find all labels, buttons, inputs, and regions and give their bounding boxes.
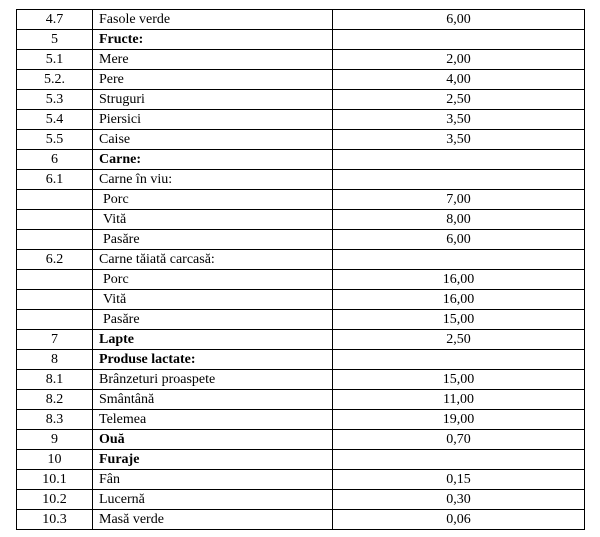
product-name-cell: Smântână: [93, 390, 333, 410]
table-row: [17, 410, 585, 430]
product-name-cell: Pasăre: [93, 310, 333, 330]
product-name-cell: Carne în viu:: [93, 170, 333, 190]
price-value-cell: [333, 250, 585, 270]
table-row: [17, 450, 585, 470]
table-row: [17, 130, 585, 150]
product-name-cell: Porc: [93, 270, 333, 290]
price-value-cell: 6,00: [333, 230, 585, 250]
table-row: [17, 70, 585, 90]
product-name-cell: Vită: [93, 210, 333, 230]
row-number-cell: 5: [17, 30, 93, 50]
table-body: [17, 10, 585, 530]
price-value-cell: 19,00: [333, 410, 585, 430]
product-name-cell: Produse lactate:: [93, 350, 333, 370]
product-name-cell: Porc: [93, 190, 333, 210]
row-number-cell: 4.7: [17, 10, 93, 30]
product-name-cell: Struguri: [93, 90, 333, 110]
table-row: [17, 350, 585, 370]
price-value-cell: 11,00: [333, 390, 585, 410]
price-value-cell: 2,50: [333, 90, 585, 110]
row-number-cell: 10: [17, 450, 93, 470]
row-number-cell: 6.1: [17, 170, 93, 190]
table-row: [17, 190, 585, 210]
price-value-cell: 3,50: [333, 130, 585, 150]
price-value-cell: 6,00: [333, 10, 585, 30]
table-row: [17, 330, 585, 350]
table-row: [17, 490, 585, 510]
row-number-cell: 6.2: [17, 250, 93, 270]
price-value-cell: [333, 350, 585, 370]
table-row: [17, 370, 585, 390]
price-value-cell: 8,00: [333, 210, 585, 230]
price-value-cell: [333, 150, 585, 170]
table-row: [17, 110, 585, 130]
product-name-cell: Fasole verde: [93, 10, 333, 30]
row-number-cell: [17, 230, 93, 250]
table-row: [17, 230, 585, 250]
row-number-cell: 5.5: [17, 130, 93, 150]
price-value-cell: 0,70: [333, 430, 585, 450]
product-name-cell: Lapte: [93, 330, 333, 350]
row-number-cell: [17, 290, 93, 310]
table-row: [17, 290, 585, 310]
price-value-cell: 15,00: [333, 310, 585, 330]
product-name-cell: Ouă: [93, 430, 333, 450]
price-value-cell: 16,00: [333, 270, 585, 290]
row-number-cell: 8.2: [17, 390, 93, 410]
row-number-cell: 10.1: [17, 470, 93, 490]
table-row: [17, 470, 585, 490]
row-number-cell: 9: [17, 430, 93, 450]
product-name-cell: Carne tăiată carcasă:: [93, 250, 333, 270]
table-row: [17, 390, 585, 410]
table-row: [17, 50, 585, 70]
row-number-cell: 10.2: [17, 490, 93, 510]
table-row: [17, 430, 585, 450]
price-value-cell: 0,15: [333, 470, 585, 490]
table-row: [17, 510, 585, 530]
price-value-cell: [333, 30, 585, 50]
table-row: [17, 10, 585, 30]
price-value-cell: [333, 450, 585, 470]
product-name-cell: Lucernă: [93, 490, 333, 510]
price-value-cell: [333, 170, 585, 190]
price-value-cell: 16,00: [333, 290, 585, 310]
table-row: [17, 150, 585, 170]
product-name-cell: Telemea: [93, 410, 333, 430]
row-number-cell: 5.1: [17, 50, 93, 70]
table-row: [17, 250, 585, 270]
product-name-cell: Caise: [93, 130, 333, 150]
row-number-cell: 5.3: [17, 90, 93, 110]
product-name-cell: Pere: [93, 70, 333, 90]
row-number-cell: [17, 270, 93, 290]
row-number-cell: 8: [17, 350, 93, 370]
table-row: [17, 30, 585, 50]
row-number-cell: [17, 210, 93, 230]
product-name-cell: Piersici: [93, 110, 333, 130]
price-value-cell: 7,00: [333, 190, 585, 210]
row-number-cell: [17, 190, 93, 210]
product-name-cell: Carne:: [93, 150, 333, 170]
table-row: [17, 270, 585, 290]
row-number-cell: 7: [17, 330, 93, 350]
row-number-cell: 8.1: [17, 370, 93, 390]
row-number-cell: 6: [17, 150, 93, 170]
product-name-cell: Mere: [93, 50, 333, 70]
product-name-cell: Fructe:: [93, 30, 333, 50]
table-row: [17, 210, 585, 230]
product-name-cell: Vită: [93, 290, 333, 310]
price-value-cell: 4,00: [333, 70, 585, 90]
price-value-cell: 15,00: [333, 370, 585, 390]
row-number-cell: 5.2.: [17, 70, 93, 90]
table-row: [17, 170, 585, 190]
table-row: [17, 90, 585, 110]
product-name-cell: Furaje: [93, 450, 333, 470]
product-name-cell: Fân: [93, 470, 333, 490]
price-value-cell: 0,30: [333, 490, 585, 510]
row-number-cell: 10.3: [17, 510, 93, 530]
row-number-cell: 5.4: [17, 110, 93, 130]
product-name-cell: Brânzeturi proaspete: [93, 370, 333, 390]
price-table: [16, 9, 585, 530]
row-number-cell: [17, 310, 93, 330]
price-value-cell: 0,06: [333, 510, 585, 530]
product-name-cell: Masă verde: [93, 510, 333, 530]
row-number-cell: 8.3: [17, 410, 93, 430]
price-value-cell: 3,50: [333, 110, 585, 130]
price-value-cell: 2,50: [333, 330, 585, 350]
product-name-cell: Pasăre: [93, 230, 333, 250]
price-value-cell: 2,00: [333, 50, 585, 70]
table-row: [17, 310, 585, 330]
